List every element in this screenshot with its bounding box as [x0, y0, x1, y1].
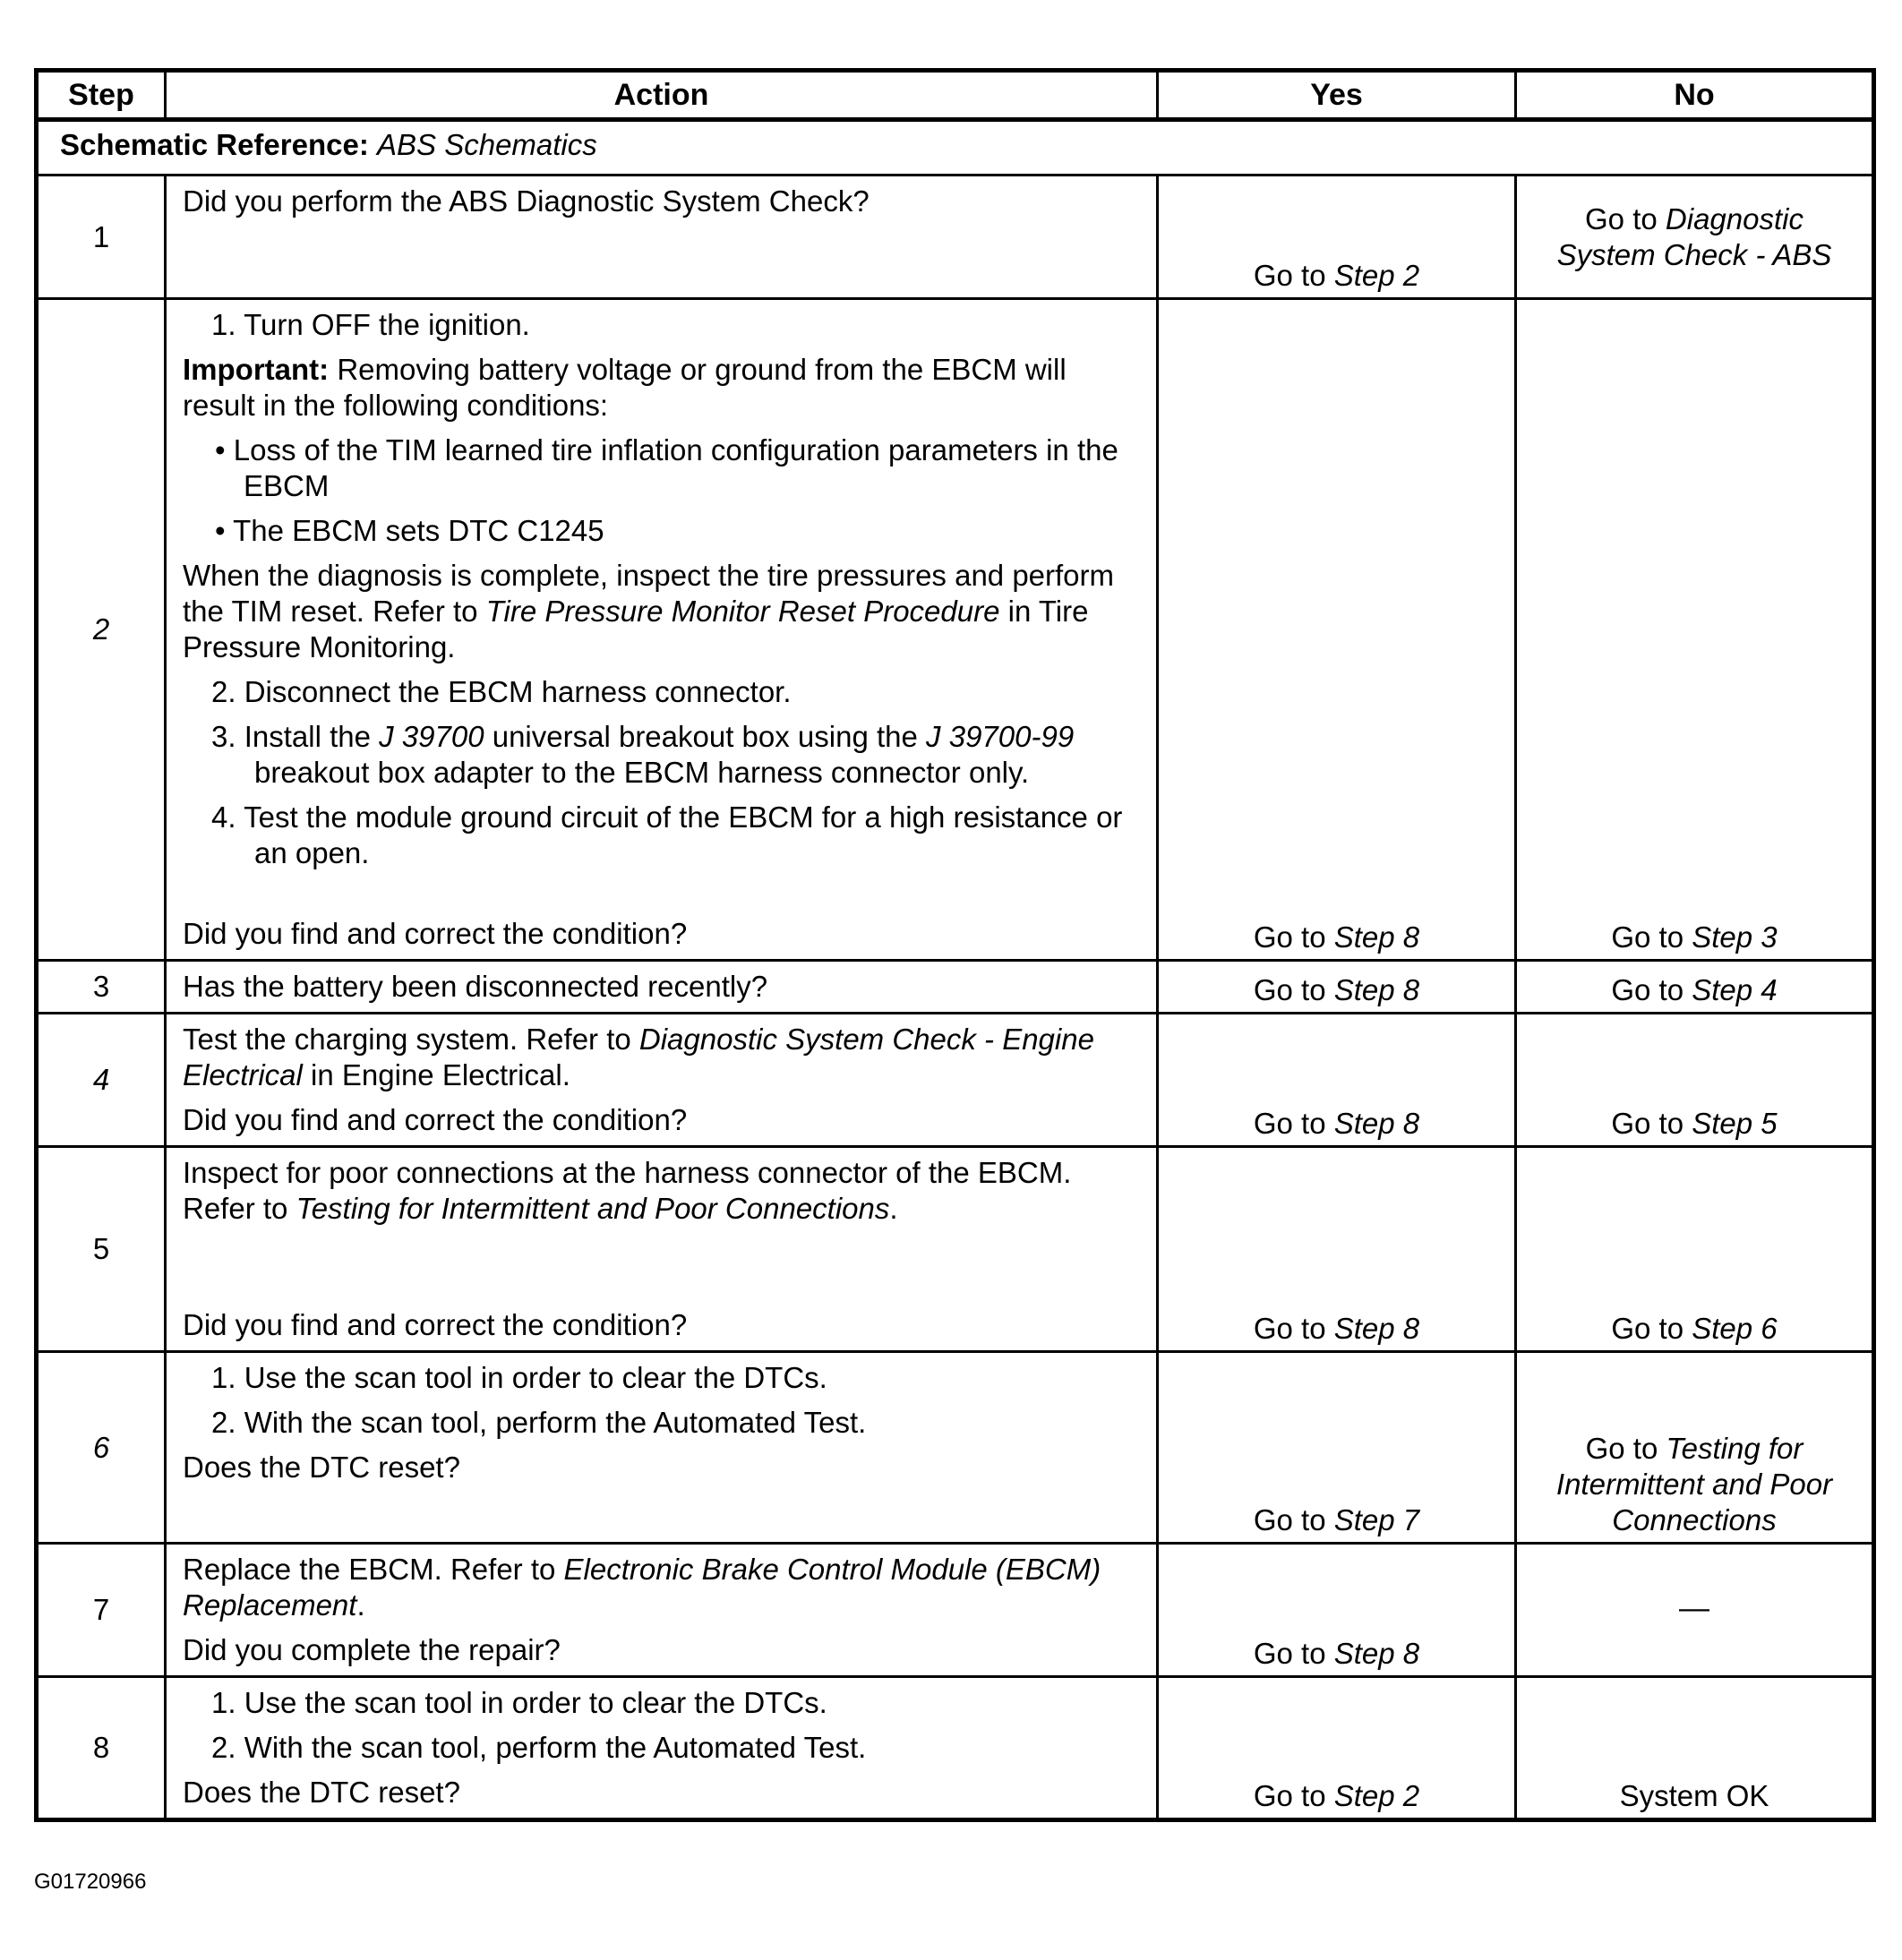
- yes-link[interactable]: Step 8: [1333, 1107, 1420, 1140]
- step-row-3: [37, 961, 1874, 1014]
- action-question: Has the battery been disconnected recently?: [183, 970, 768, 1003]
- item-number: 1.: [211, 1686, 236, 1719]
- no-prefix: Go to: [1611, 1312, 1692, 1345]
- bullet-text: Loss of the TIM learned tire inflation configuration parameters in the EBCM: [233, 433, 1118, 502]
- item-text: universal breakout box using the: [484, 720, 927, 753]
- header-action: Action: [166, 71, 1158, 120]
- item-text: With the scan tool, perform the Automated Test.: [244, 1406, 867, 1439]
- no-prefix: Go to: [1585, 1432, 1666, 1465]
- no-cell: [1516, 1677, 1874, 1820]
- yes-cell: [1158, 1352, 1516, 1544]
- item-text: Use the scan tool in order to clear the DTCs.: [244, 1361, 827, 1394]
- action-list-item: [211, 1685, 1140, 1721]
- action-question: Did you perform the ABS Diagnostic System Check?: [183, 184, 870, 218]
- step-number: 4: [37, 1014, 166, 1147]
- header-yes: Yes: [1158, 71, 1516, 120]
- text: Replace the EBCM. Refer to: [183, 1553, 564, 1586]
- schematic-reference-row: [37, 120, 1874, 175]
- action-list-item: [211, 719, 1140, 791]
- action-list-item: [211, 1730, 1140, 1766]
- action-text: [183, 1155, 1140, 1227]
- reference-link[interactable]: Diagnostic System Check - Engine Electrical: [183, 1023, 1094, 1091]
- header-no: No: [1516, 71, 1874, 120]
- step-number: 1: [37, 175, 166, 299]
- reference-link[interactable]: Electronic Brake Control Module (EBCM) Replacement: [183, 1553, 1101, 1622]
- no-prefix: Go to: [1585, 201, 1666, 235]
- step-number: 7: [37, 1544, 166, 1677]
- bullet-item: • Loss of the TIM learned tire inflation configuration parameters in the EBCM: [215, 433, 1118, 502]
- action-cell: [166, 961, 1158, 1014]
- action-text: [183, 1022, 1140, 1093]
- action-cell: [166, 299, 1158, 961]
- yes-cell: [1158, 1014, 1516, 1147]
- tool-ref: J 39700-99: [926, 720, 1075, 753]
- header-row: [37, 71, 1874, 120]
- reference-link[interactable]: Testing for Intermittent and Poor Connections: [296, 1192, 890, 1225]
- schematic-reference-label: Schematic Reference:: [60, 128, 369, 161]
- action-cell: [166, 1147, 1158, 1352]
- text: .: [889, 1192, 898, 1225]
- yes-prefix: Go to: [1253, 973, 1334, 1006]
- no-cell: [1516, 1147, 1874, 1352]
- no-link[interactable]: Step 6: [1692, 1312, 1778, 1345]
- note-text: in Tire Pressure Monitoring.: [183, 595, 1089, 663]
- yes-prefix: Go to: [1253, 1312, 1334, 1345]
- no-cell: [1516, 175, 1874, 299]
- action-cell: [166, 1352, 1158, 1544]
- yes-cell: [1158, 961, 1516, 1014]
- item-text: With the scan tool, perform the Automated Test.: [244, 1731, 867, 1764]
- action-question: Did you find and correct the condition?: [183, 1308, 688, 1341]
- no-link[interactable]: Diagnostic System Check - ABS: [1556, 201, 1832, 271]
- tool-ref: J 39700: [379, 720, 484, 753]
- item-number: 2.: [211, 1406, 236, 1439]
- no-cell: [1516, 961, 1874, 1014]
- yes-link[interactable]: Step 2: [1333, 1779, 1420, 1812]
- no-prefix: Go to: [1611, 1107, 1692, 1140]
- yes-cell: [1158, 299, 1516, 961]
- step-number: 6: [37, 1352, 166, 1544]
- no-dash: —: [1679, 1591, 1709, 1625]
- header-step: Step: [37, 71, 166, 120]
- item-number: 2.: [211, 1731, 236, 1764]
- no-prefix: Go to: [1611, 920, 1692, 954]
- yes-prefix: Go to: [1253, 920, 1334, 954]
- action-cell: [166, 1544, 1158, 1677]
- step-number: 5: [37, 1147, 166, 1352]
- yes-cell: [1158, 1677, 1516, 1820]
- no-cell: [1516, 299, 1874, 961]
- no-link[interactable]: Testing for Intermittent and Poor Connections: [1555, 1432, 1833, 1536]
- no-cell: [1516, 1352, 1874, 1544]
- step-number: 2: [37, 299, 166, 961]
- no-link[interactable]: Step 4: [1692, 973, 1778, 1006]
- important-note: [183, 352, 1140, 424]
- important-text: Removing battery voltage or ground from the EBCM will result in the following conditions:: [183, 353, 1067, 422]
- item-number: 1.: [211, 308, 236, 341]
- action-question: Does the DTC reset?: [183, 1776, 460, 1809]
- item-number: 4.: [211, 800, 236, 834]
- step-row-4: [37, 1014, 1874, 1147]
- important-label: Important:: [183, 353, 330, 386]
- item-text: breakout box adapter to the EBCM harness connector only.: [254, 756, 1030, 789]
- action-cell: [166, 1677, 1158, 1820]
- step-row-7: [37, 1544, 1874, 1677]
- action-question: Did you find and correct the condition?: [183, 1103, 688, 1136]
- spacer: [183, 880, 1140, 916]
- yes-prefix: Go to: [1253, 1779, 1334, 1812]
- tim-reset-link[interactable]: Tire Pressure Monitor Reset Procedure: [485, 595, 1000, 628]
- text: Inspect for poor connections at the harness connector of the EBCM. Refer to: [183, 1156, 1072, 1225]
- no-prefix: Go to: [1611, 973, 1692, 1006]
- bullet-text: The EBCM sets DTC C1245: [233, 514, 604, 547]
- action-text: [183, 1552, 1140, 1623]
- action-list-item: [211, 1360, 1140, 1396]
- spacer: [183, 1236, 1140, 1307]
- item-text: Install the: [244, 720, 380, 753]
- yes-link[interactable]: Step 7: [1333, 1503, 1420, 1536]
- yes-prefix: Go to: [1253, 1107, 1334, 1140]
- yes-cell: [1158, 1544, 1516, 1677]
- action-question: Did you find and correct the condition?: [183, 917, 688, 950]
- schematic-reference-link[interactable]: ABS Schematics: [377, 128, 597, 161]
- yes-link[interactable]: Step 8: [1333, 1312, 1420, 1345]
- text: .: [356, 1588, 365, 1622]
- action-question: Did you complete the repair?: [183, 1633, 561, 1666]
- step-number: 8: [37, 1677, 166, 1820]
- step-row-5: [37, 1147, 1874, 1352]
- yes-prefix: Go to: [1253, 1637, 1334, 1670]
- item-number: 3.: [211, 720, 236, 753]
- text: Test the charging system. Refer to: [183, 1023, 639, 1056]
- action-cell: [166, 1014, 1158, 1147]
- action-cell: [166, 175, 1158, 299]
- action-list-item: [211, 800, 1140, 871]
- yes-prefix: Go to: [1253, 1503, 1334, 1536]
- yes-link[interactable]: Step 8: [1333, 920, 1420, 954]
- tim-reset-note: [183, 558, 1140, 665]
- item-text: Use the scan tool in order to clear the DTCs.: [244, 1686, 827, 1719]
- yes-prefix: Go to: [1253, 259, 1334, 292]
- no-cell: [1516, 1014, 1874, 1147]
- action-list-item: [211, 1405, 1140, 1441]
- yes-link[interactable]: Step 8: [1333, 973, 1420, 1006]
- no-cell: [1516, 1544, 1874, 1677]
- yes-link[interactable]: Step 2: [1333, 259, 1420, 292]
- bullet-item: • The EBCM sets DTC C1245: [215, 514, 604, 547]
- step-row-2: [37, 299, 1874, 961]
- step-row-1: [37, 175, 1874, 299]
- action-list-item: [211, 307, 1140, 343]
- action-question: Does the DTC reset?: [183, 1451, 460, 1484]
- yes-link[interactable]: Step 8: [1333, 1637, 1420, 1670]
- item-number: 2.: [211, 675, 236, 708]
- item-text: Test the module ground circuit of the EBCM for a high resistance or an open.: [244, 800, 1123, 869]
- item-text: Turn OFF the ignition.: [244, 308, 530, 341]
- action-list-item: [211, 674, 1140, 710]
- no-result: System OK: [1619, 1779, 1769, 1812]
- yes-cell: [1158, 1147, 1516, 1352]
- item-number: 1.: [211, 1361, 236, 1394]
- yes-cell: [1158, 175, 1516, 299]
- step-row-8: [37, 1677, 1874, 1820]
- figure-code: G01720966: [34, 1870, 147, 1894]
- note-text: When the diagnosis is complete, inspect the tire pressures and perform the TIM reset. Refer to: [183, 559, 1115, 628]
- no-link[interactable]: Step 3: [1692, 920, 1778, 954]
- step-number: 3: [37, 961, 166, 1014]
- text: in Engine Electrical.: [302, 1058, 570, 1091]
- step-row-6: [37, 1352, 1874, 1544]
- schematic-reference: [37, 120, 1874, 175]
- item-text: Disconnect the EBCM harness connector.: [244, 675, 792, 708]
- diagnostic-table: [34, 68, 1876, 1822]
- no-link[interactable]: Step 5: [1692, 1107, 1778, 1140]
